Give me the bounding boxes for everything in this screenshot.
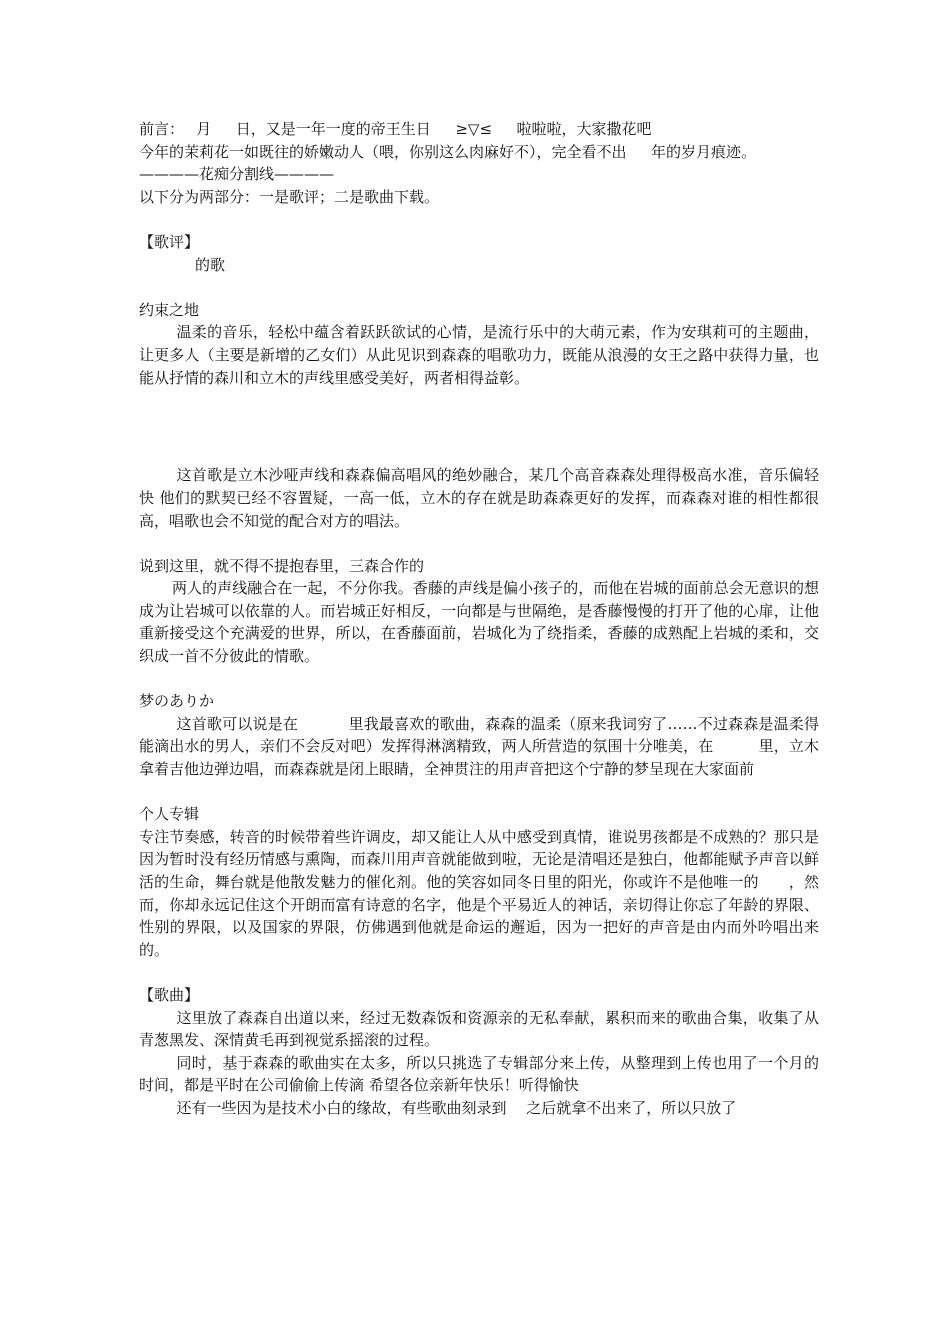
album-review: 专注节奏感，转音的时候带着些许调皮，却又能让人从中感受到真情，谁说男孩都是不成熟的？那只是因为暂时没有经历情感与熏陶，而森川用声音就能做到啦，无论是清唱还是独白，他都能赋予声音以鲜活的生命，舞台就是他散发魅力的催化剂。他的笑容如同冬日里的阳光，你或许不是他唯一的 ，然而，你却永远记住这个开朗而富有诗意的名字，他是个平易近人的神话，亲切得让你忘了年龄的界限、性别的界限，以及国家的界限，仿佛遇到他就是命运的邂逅，因为一把好的声音是由内而外吟唱出来的。	[139, 827, 819, 959]
album-title: 个人专辑	[139, 805, 200, 824]
review-subtitle: 的歌	[195, 255, 226, 274]
spacer	[139, 961, 819, 984]
song-review-4: 这首歌可以说是在 里我最喜欢的歌曲，森森的温柔（原来我词穷了……不过森森是温柔得能滴出水的男人，亲们不会反对吧）发挥得淋漓精致，两人所营造的氛围十分唯美，在 里，立木拿着吉他边弹边唱，而森森就是闭上眼睛，全神贯注的用声音把这个宁静的梦呈现在大家面前	[139, 714, 819, 779]
review-heading: 【歌评】	[139, 232, 200, 251]
song-review-3: 两人的声线融合在一起，不分你我。香藤的声线是偏小孩子的，而他在岩城的面前总会无意识的想成为让岩城可以依靠的人。而岩城正好相反，一向都是与世隔绝，是香藤慢慢的打开了他的心扉，让他重新接受这个充满爱的世界，所以，在香藤面前，岩城化为了绕指柔，香藤的成熟配上岩城的柔和，交织成一首不分彼此的情歌。	[139, 579, 819, 666]
divider-line: ————花痴分割线————	[139, 165, 335, 184]
spacer	[139, 208, 819, 231]
document-content	[139, 118, 819, 1120]
spacer	[139, 781, 819, 804]
song-title-1: 约束之地	[139, 300, 200, 319]
song-title-4: 梦のありか	[139, 692, 215, 711]
song-title-3: 说到这里，就不得不提抱春里，三森合作的	[139, 556, 425, 575]
song-review-1: 温柔的音乐，轻松中蕴含着跃跃欲试的心情，是流行乐中的大萌元素，作为安琪莉可的主题曲，让更多人（主要是新增的乙女们）从此见识到森森的唱歌功力，既能从浪漫的女王之路中获得力量，也能从抒情的森川和立木的声线里感受美好，两者相得益彰。	[139, 323, 819, 387]
preface-line-3: 以下分为两部分：一是歌评；二是歌曲下载。	[139, 187, 440, 206]
songs-heading: 【歌曲】	[139, 985, 200, 1004]
spacer	[139, 276, 819, 299]
spacer	[139, 532, 819, 555]
preface-line-1: 前言： 月 日，又是一年一度的帝王生日 ≥▽≤ 啦啦啦，大家撒花吧	[139, 120, 652, 138]
spacer	[139, 668, 819, 691]
preface-line-2: 今年的茉莉花一如既往的娇嫩动人（喂，你别这么肉麻好不），完全看不出 年的岁月痕迹。	[139, 142, 757, 161]
songs-paragraph-2: 同时，基于森森的歌曲实在太多，所以只挑选了专辑部分来上传，从整理到上传也用了一个月的时间，都是平时在公司偷偷上传滴 希望各位亲新年快乐！听得愉快	[139, 1053, 819, 1095]
spacer	[139, 434, 819, 464]
spacer	[139, 389, 819, 434]
songs-paragraph-3: 还有一些因为是技术小白的缘故，有些歌曲刻录到 之后就拿不出来了，所以只放了	[176, 1098, 737, 1117]
songs-paragraph-1: 这里放了森森自出道以来，经过无数森饭和资源亲的无私奉献，累积而来的歌曲合集，收集了从青葱黑发、深情黄毛再到视觉系摇滚的过程。	[139, 1008, 819, 1050]
song-review-2: 这首歌是立木沙哑声线和森森偏高唱风的绝妙融合，某几个高音森森处理得极高水准，音乐偏轻快 他们的默契已经不容置疑，一高一低，立木的存在就是助森森更好的发挥，而森森对谁的相性都很高，唱歌也会不知觉的配合对方的唱法。	[139, 466, 819, 530]
